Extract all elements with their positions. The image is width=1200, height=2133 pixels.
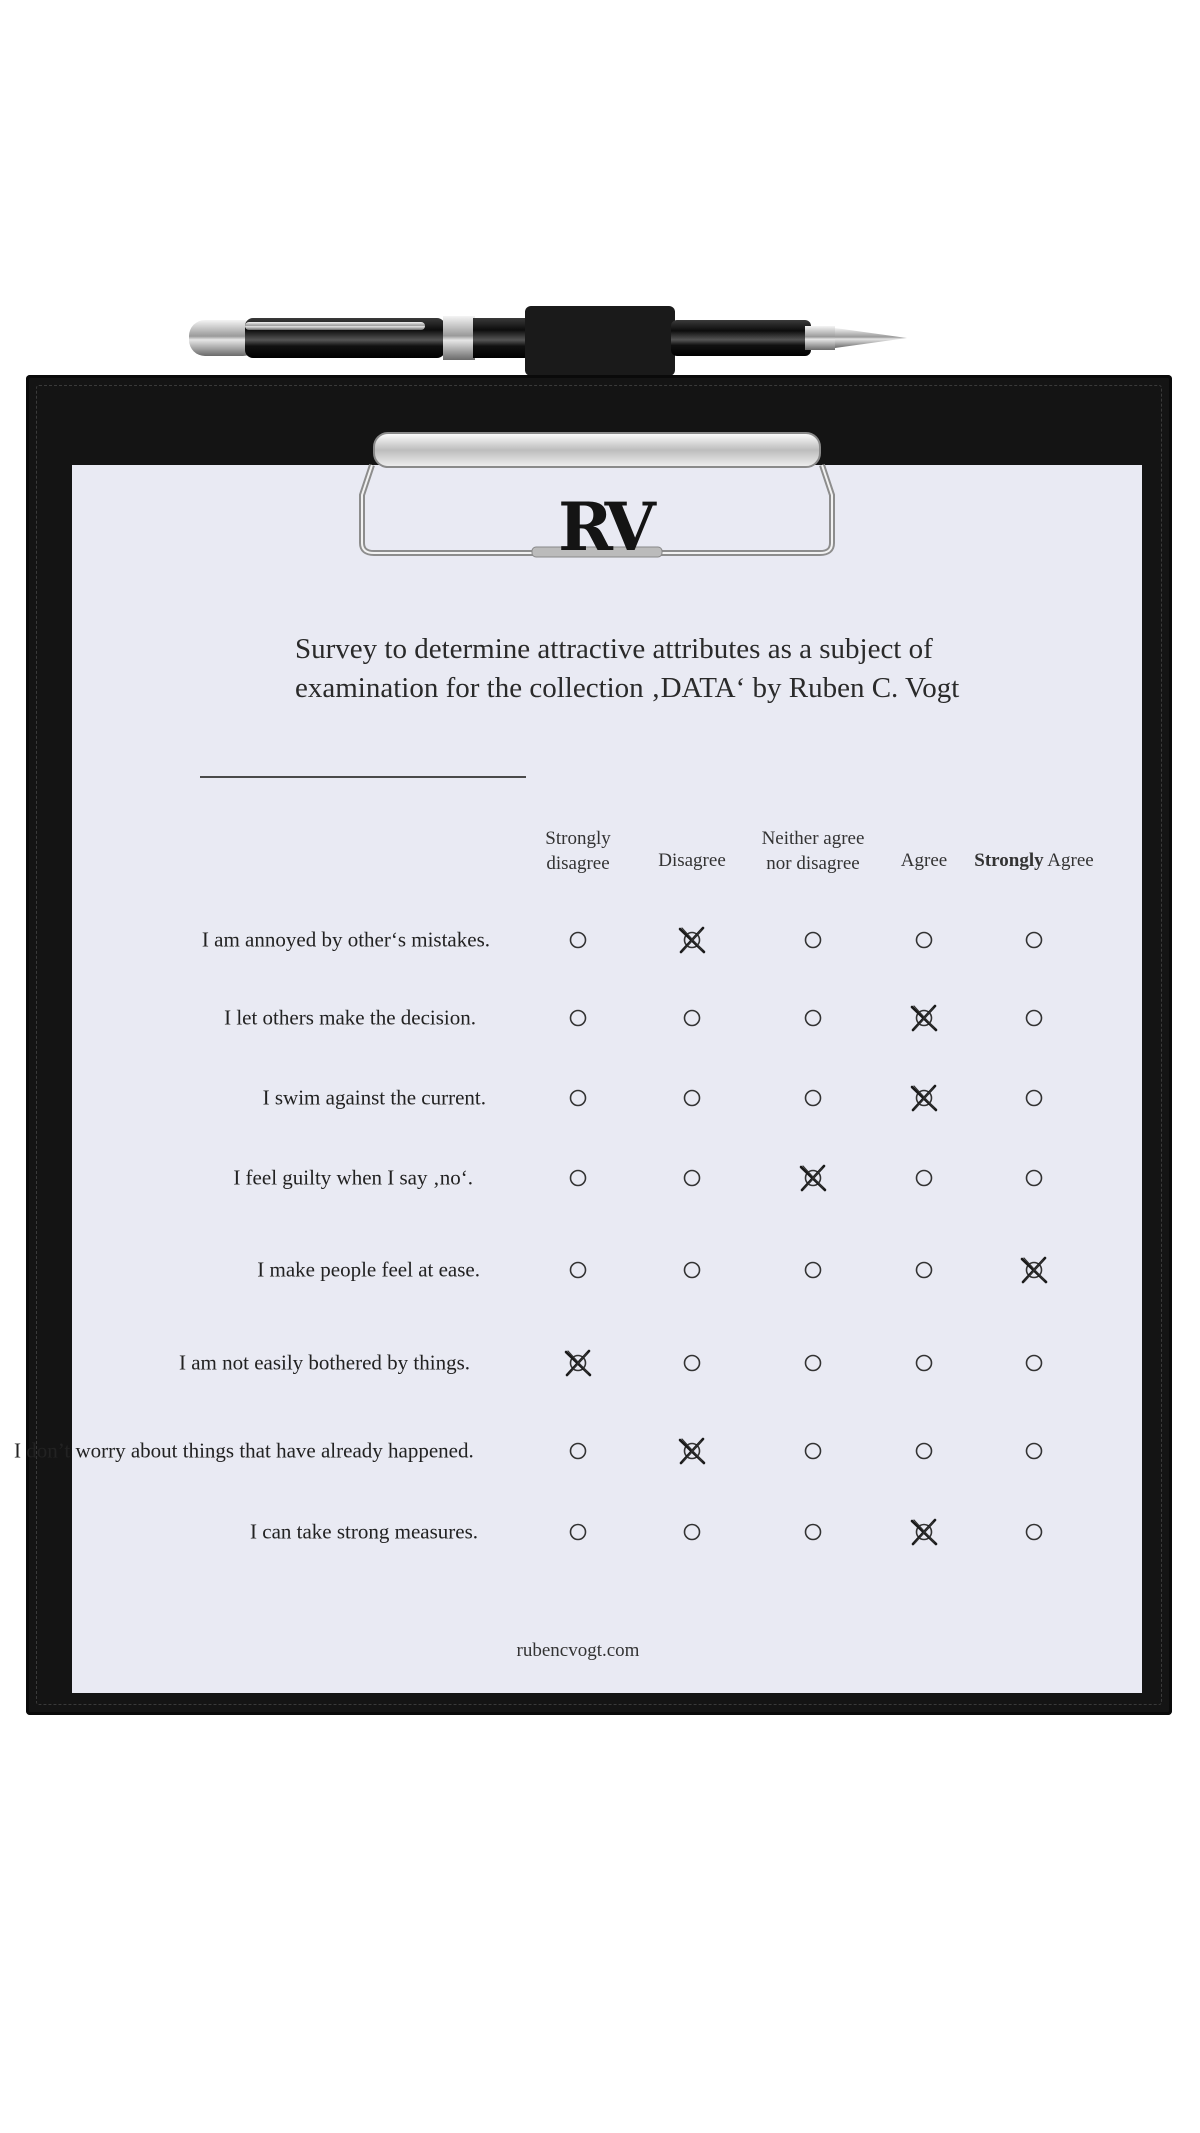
column-header-line: Disagree bbox=[658, 850, 726, 871]
radio-option[interactable] bbox=[677, 1163, 707, 1193]
column-header-line: Agree bbox=[1043, 850, 1094, 871]
radio-option[interactable] bbox=[563, 1003, 593, 1033]
radio-option-checked[interactable] bbox=[1019, 1255, 1049, 1285]
radio-option[interactable] bbox=[1019, 1003, 1049, 1033]
radio-option[interactable] bbox=[1019, 1083, 1049, 1113]
column-header-agree bbox=[901, 848, 947, 873]
column-header-strongly-disagree bbox=[545, 826, 610, 876]
radio-option[interactable] bbox=[563, 925, 593, 955]
svg-text:RV: RV bbox=[558, 488, 650, 558]
radio-option[interactable] bbox=[677, 1348, 707, 1378]
radio-option[interactable] bbox=[1019, 1163, 1049, 1193]
column-header-line: Neither agree bbox=[761, 828, 865, 849]
radio-option[interactable] bbox=[677, 1003, 707, 1033]
survey-title bbox=[295, 630, 1055, 708]
radio-option[interactable] bbox=[677, 1517, 707, 1547]
column-header-line: Strongly bbox=[545, 828, 611, 849]
radio-option[interactable] bbox=[909, 1348, 939, 1378]
column-header-bold: Strongly bbox=[974, 850, 1044, 871]
statement-label: I am not easily bothered by things. bbox=[178, 1350, 470, 1375]
radio-option-checked[interactable] bbox=[909, 1003, 939, 1033]
radio-option-checked[interactable] bbox=[677, 925, 707, 955]
radio-option-checked[interactable] bbox=[563, 1348, 593, 1378]
column-header-line: nor disagree bbox=[766, 853, 860, 874]
column-header-disagree bbox=[658, 848, 726, 873]
column-header-line: Agree bbox=[900, 850, 948, 871]
radio-option[interactable] bbox=[563, 1436, 593, 1466]
radio-option[interactable] bbox=[798, 925, 828, 955]
radio-option[interactable] bbox=[798, 1003, 828, 1033]
radio-option[interactable] bbox=[798, 1348, 828, 1378]
radio-option[interactable] bbox=[1019, 1436, 1049, 1466]
statement-label: I swim against the current. bbox=[262, 1085, 486, 1110]
radio-option[interactable] bbox=[798, 1255, 828, 1285]
column-header-strongly-agree bbox=[974, 848, 1093, 873]
radio-option[interactable] bbox=[1019, 1348, 1049, 1378]
radio-option[interactable] bbox=[798, 1436, 828, 1466]
footer-url: rubencvogt.com bbox=[516, 1640, 640, 1661]
radio-option[interactable] bbox=[909, 1163, 939, 1193]
radio-option[interactable] bbox=[1019, 1517, 1049, 1547]
radio-option[interactable] bbox=[798, 1083, 828, 1113]
radio-option[interactable] bbox=[909, 925, 939, 955]
radio-option-checked[interactable] bbox=[798, 1163, 828, 1193]
radio-option-checked[interactable] bbox=[677, 1436, 707, 1466]
radio-option[interactable] bbox=[798, 1517, 828, 1547]
radio-option[interactable] bbox=[677, 1083, 707, 1113]
pen-icon bbox=[185, 300, 915, 382]
radio-option[interactable] bbox=[909, 1255, 939, 1285]
statement-label: I don’t worry about things that have already happened. bbox=[14, 1438, 474, 1463]
radio-option[interactable] bbox=[677, 1255, 707, 1285]
rv-logo bbox=[546, 488, 662, 558]
radio-option[interactable] bbox=[1019, 925, 1049, 955]
statement-label: I feel guilty when I say ‚no‘. bbox=[233, 1165, 473, 1190]
name-field-line[interactable] bbox=[200, 776, 526, 778]
column-header-line: disagree bbox=[546, 853, 610, 874]
title-line-1: Survey to determine attractive attributes as a subject of bbox=[295, 633, 933, 665]
statement-label: I am annoyed by other‘s mistakes. bbox=[201, 927, 490, 952]
radio-option[interactable] bbox=[909, 1436, 939, 1466]
column-header-neither bbox=[762, 826, 865, 876]
radio-option[interactable] bbox=[563, 1517, 593, 1547]
radio-option-checked[interactable] bbox=[909, 1083, 939, 1113]
title-line-2: examination for the collection ‚DATA‘ by Ruben C. Vogt bbox=[295, 672, 960, 704]
radio-option-checked[interactable] bbox=[909, 1517, 939, 1547]
statement-label: I make people feel at ease. bbox=[257, 1257, 480, 1282]
radio-option[interactable] bbox=[563, 1255, 593, 1285]
radio-option[interactable] bbox=[563, 1163, 593, 1193]
statement-label: I can take strong measures. bbox=[250, 1519, 478, 1544]
statement-label: I let others make the decision. bbox=[224, 1005, 476, 1030]
radio-option[interactable] bbox=[563, 1083, 593, 1113]
